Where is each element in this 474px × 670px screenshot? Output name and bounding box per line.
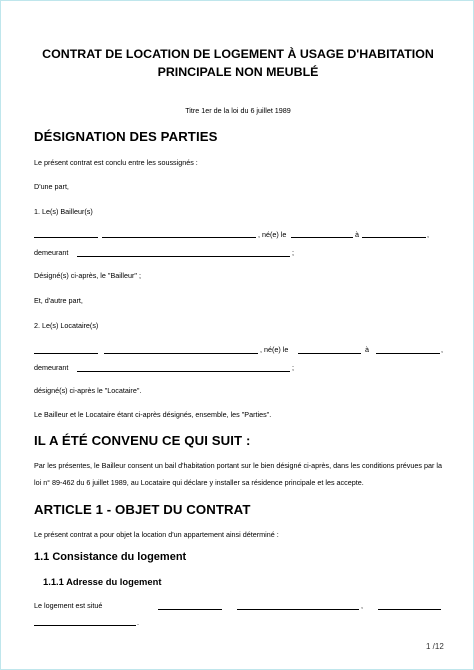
locataire-birthdate-field[interactable] [298,353,361,354]
locataire-address-field[interactable] [77,371,290,372]
subheading-adresse: 1.1.1 Adresse du logement [43,576,162,587]
document-title-line1: CONTRAT DE LOCATION DE LOGEMENT À USAGE D'HABITATION [42,47,434,61]
locataire-last-name-field[interactable] [104,353,258,354]
bailleur-last-name-field[interactable] [102,237,256,238]
locataire-label: 2. Le(s) Locataire(s) [34,321,99,330]
address-street-field[interactable] [237,609,359,610]
bailleur-birthdate-field[interactable] [291,237,353,238]
subheading-consistance: 1.1 Consistance du logement [34,551,187,563]
section-heading-convenu: IL A ÉTÉ CONVENU CE QUI SUIT : [34,433,251,448]
parties-ensemble: Le Bailleur et le Locataire étant ci-après désignés, ensemble, les "Parties". [34,410,272,419]
address-comma: , [361,601,363,610]
ne-le-label: , né(e) le [258,230,287,239]
semicolon-2: ; [292,363,294,372]
a-label: à [355,230,359,239]
designe-bailleur: Désigné(s) ci-après, le "Bailleur" ; [34,271,141,280]
address-city-field[interactable] [378,609,441,610]
demeurant-label: demeurant [34,248,69,257]
address-number-field[interactable] [158,609,222,610]
address-postal-field[interactable] [34,625,136,626]
document-subtitle: Titre 1er de la loi du 6 juillet 1989 [185,106,291,115]
page-number: 1 /12 [426,642,444,651]
ne-le-label-2: , né(e) le [260,345,289,354]
locataire-birthplace-field[interactable] [376,353,440,354]
bailleur-birthplace-field[interactable] [362,237,426,238]
locataire-first-name-field[interactable] [34,353,98,354]
address-period: . [137,618,139,627]
document-title-line2: PRINCIPALE NON MEUBLÉ [157,65,319,79]
section-heading-designation: DÉSIGNATION DES PARTIES [34,129,218,144]
contract-intro: Le présent contrat est conclu entre les soussignés : [34,158,198,167]
semicolon: ; [292,248,294,257]
bailleur-address-field[interactable] [77,256,290,257]
bailleur-label: 1. Le(s) Bailleur(s) [34,207,93,216]
article1-heading: ARTICLE 1 - OBJET DU CONTRAT [34,502,251,517]
a-label-2: à [365,345,369,354]
bailleur-first-name-field[interactable] [34,237,98,238]
dautre-part: Et, d'autre part, [34,296,83,305]
demeurant-label-2: demeurant [34,363,69,372]
bail-paragraph: Par les présentes, le Bailleur consent un bail d'habitation portant sur le bien désigné ci-après, dans les conditions prévues par la loi n° 89-462 du 6 juillet 1989, au Locataire qui déclare y installer sa résidence principale et les accepte. [34,461,442,487]
designe-locataire: désigné(s) ci-après le "Locataire". [34,386,142,395]
article1-intro: Le présent contrat a pour objet la location d'un appartement ainsi déterminé : [34,530,279,539]
dune-part: D'une part, [34,182,69,191]
logement-situe-label: Le logement est situé [34,601,103,610]
end-comma-2: , [441,345,443,354]
end-comma: , [427,230,429,239]
